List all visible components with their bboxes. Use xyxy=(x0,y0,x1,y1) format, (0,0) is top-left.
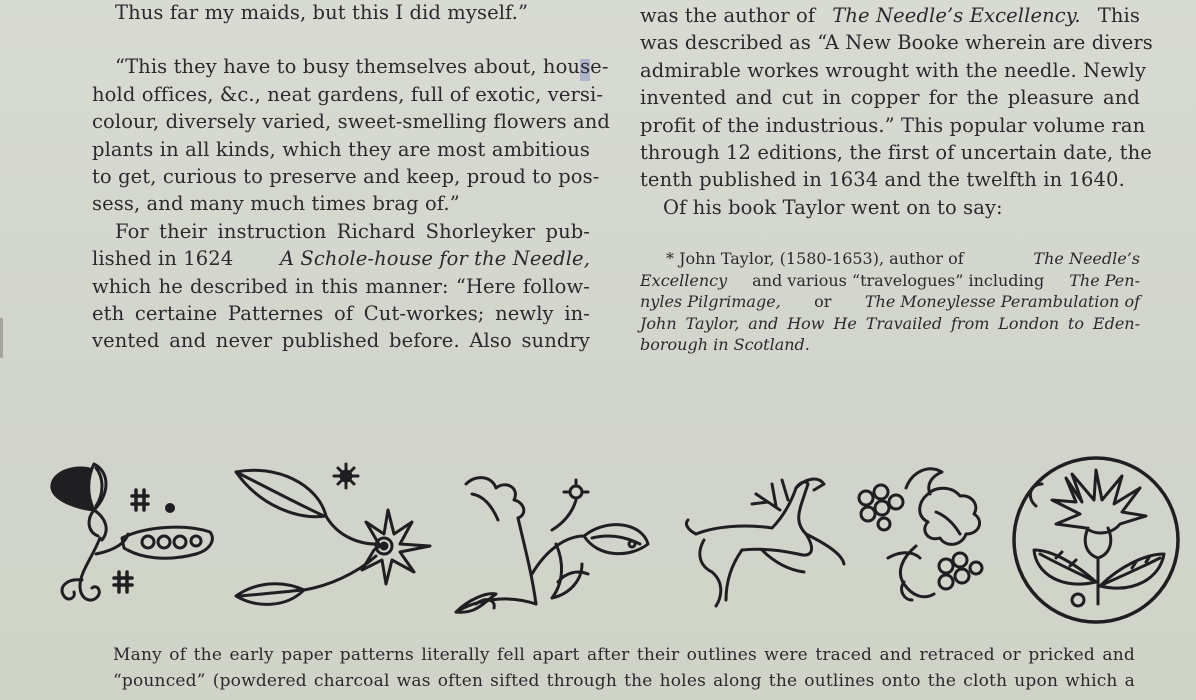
left-text-column xyxy=(92,0,610,355)
text-line: plants in all kinds, which they are most ambitious xyxy=(92,137,590,161)
text-line-part: This xyxy=(1097,4,1140,27)
footnote-line xyxy=(640,270,1140,292)
text-line: Of his book Taylor went on to say: xyxy=(663,195,1003,219)
footnote-line xyxy=(640,291,1140,313)
text-line: vented and never published before. Also sundry xyxy=(92,329,590,353)
text-line: sess, and many much times brag of.” xyxy=(92,192,460,216)
caption-line: “pounced” (powdered charcoal was often sifted through the holes along the outlines onto the cloth upon which a xyxy=(113,671,1135,691)
text-line: eth certaine Patternes of Cut-workes; newly in- xyxy=(92,302,590,326)
book-title-needles-excellency: The Needle’s Excellency. xyxy=(832,4,1081,27)
text-line: tenth published in 1634 and the twelfth in 1640. xyxy=(640,168,1125,192)
carnation-medallion-motif xyxy=(1014,458,1178,622)
text-line: invented and cut in copper for the pleasure and xyxy=(640,86,1140,110)
footnote-part: or xyxy=(814,292,832,311)
text-line: profit of the industrious.” This popular volume ran xyxy=(640,113,1146,137)
scan-edge-mark xyxy=(0,318,3,358)
text-line: Thus far my maids, but this I did myself.” xyxy=(115,1,529,24)
footnote-part: * John Taylor, (1580-1653), author of xyxy=(666,249,964,268)
text-line: hold offices, &c., neat gardens, full of exotic, versi- xyxy=(92,82,604,106)
text-line: admirable workes wrought with the needle. Newly xyxy=(640,58,1147,82)
text-line: “This they have to busy themselves about, house- xyxy=(115,55,609,79)
text-line: through 12 editions, the first of uncertain date, the xyxy=(640,141,1152,165)
caption-line: Many of the early paper patterns literally fell apart after their outlines were traced and retraced or pricked and xyxy=(113,645,1135,665)
leaf-flower-motif xyxy=(236,464,430,604)
footnote-line: borough in Scotland. xyxy=(640,335,810,354)
acanthus-scroll-motif xyxy=(456,478,648,613)
footnote-title: Excellency xyxy=(640,270,728,290)
footnote-part: and various “travelogues” including xyxy=(752,270,1045,290)
text-line: For their instruction Richard Shorleyker pub- xyxy=(115,219,590,243)
footnote-title: The Pen- xyxy=(1069,270,1140,290)
book-title-schole-house: A Schole-house for the Needle, xyxy=(279,247,590,271)
right-text-column xyxy=(640,2,1153,221)
text-line xyxy=(640,2,1140,29)
grape-vine-motif xyxy=(859,469,982,600)
footnote-title: The Needle’s xyxy=(1033,249,1140,268)
embroidery-pattern-illustration xyxy=(36,454,1186,624)
text-line: colour, diversely varied, sweet-smelling flowers and xyxy=(92,110,610,134)
footnote-title: The Moneylesse Perambulation of xyxy=(864,292,1140,311)
text-line-part: lished in 1624 xyxy=(92,247,234,271)
text-line xyxy=(92,245,590,272)
text-line: which he described in this manner: “Here follow- xyxy=(92,274,590,298)
footnote-line: John Taylor, and How He Travailed from London to Eden- xyxy=(640,313,1140,333)
text-line: was described as “A New Booke wherein are divers xyxy=(640,31,1153,55)
footnote-title: nyles Pilgrimage, xyxy=(640,292,781,311)
figure-caption xyxy=(113,642,1135,694)
text-line: to get, curious to preserve and keep, proud to pos- xyxy=(92,165,600,189)
footnote-line xyxy=(640,248,1140,270)
footnote xyxy=(640,248,1140,356)
leaping-deer-motif xyxy=(686,479,844,606)
pea-pod-motif xyxy=(52,464,212,600)
text-line-part: was the author of xyxy=(640,4,816,27)
